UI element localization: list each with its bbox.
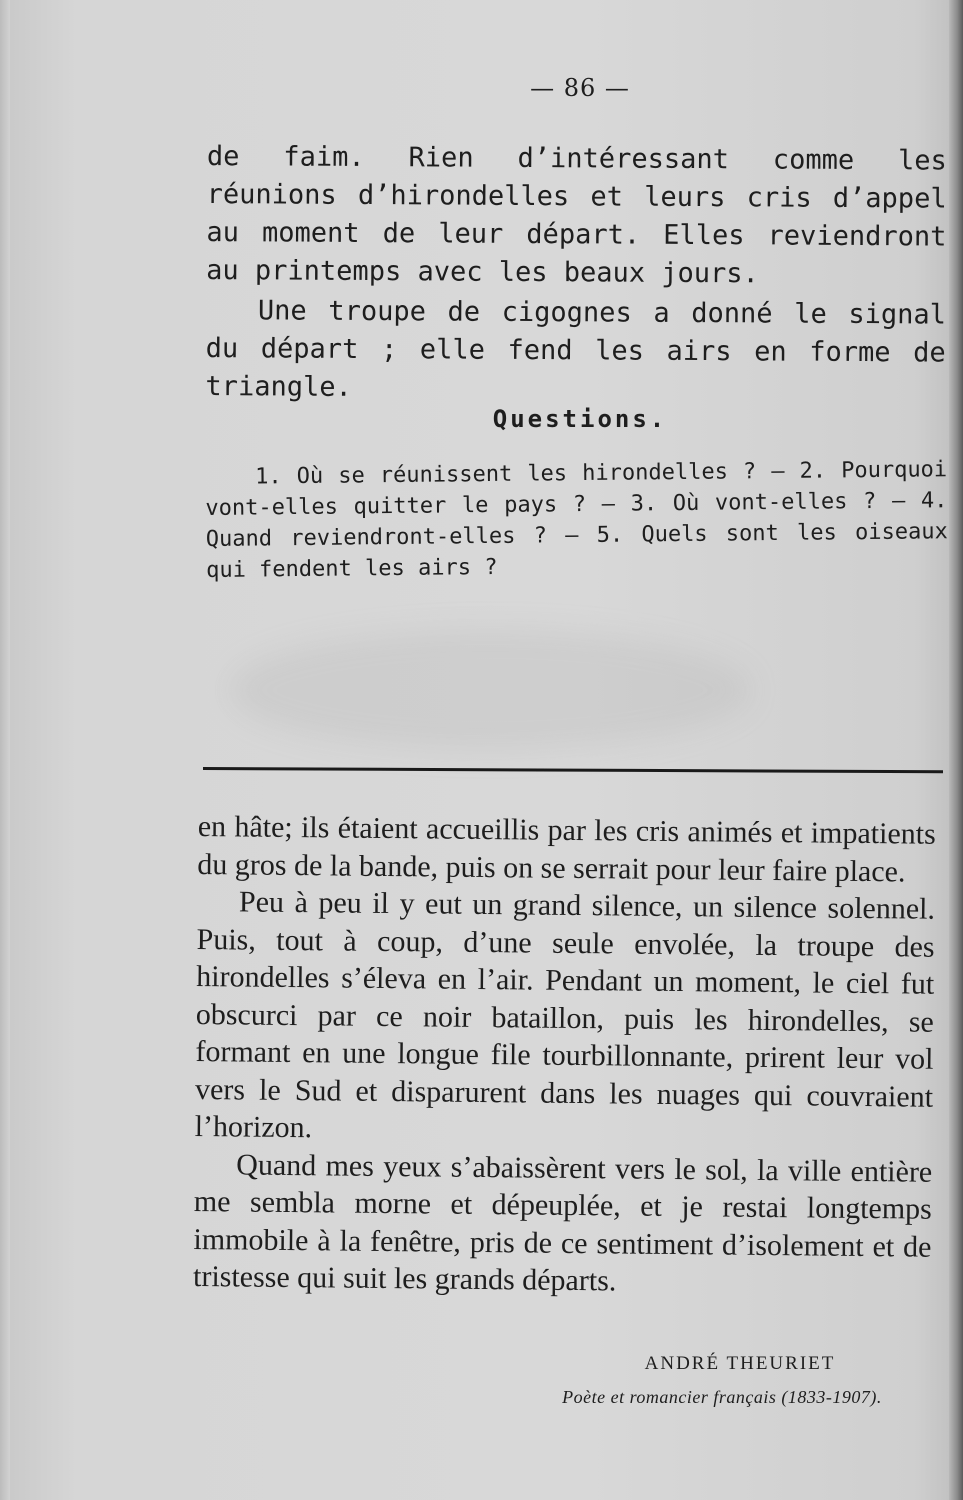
upper-paragraph: de faim. Rien d’intéressant comme les réunions d’hirondelles et leurs cris d’appel au moment de leur départ. Elles reviendront au printemps avec les beaux jours. <box>206 140 947 290</box>
lower-paragraph: Peu à peu il y eut un grand silence, un silence solennel. Puis, tout à coup, d’une seule envolée, la troupe des hirondelles s’éleva en l’air. Pendant un moment, le ciel fut obscurci par ce noir bataillon, puis les hirondelles, se formant en une longue file tourbillonnante, prirent leur vol vers le Sud et disparurent dans les nuages qui couvraient l’horizon. <box>194 885 936 1145</box>
section-divider <box>203 767 943 773</box>
page-binding-edge <box>949 0 963 1500</box>
author-name: ANDRÉ THEURIET <box>644 1353 836 1374</box>
lower-paragraph: en hâte; ils étaient accueillis par les cris animés et impatients du gros de la bande, puis on se serrait pour leur faire place. <box>197 809 936 888</box>
questions-heading: Questions. <box>492 405 668 433</box>
upper-text-block <box>205 138 947 411</box>
lower-paragraph: Quand mes yeux s’abaissèrent vers le sol, la ville entière me sembla morne et dépeuplée, et je restai longtemps immobile à la fenêtre, pris de ce sentiment d’isolement et de tristesse qui suit les grands départs. <box>192 1147 933 1298</box>
page-left-edge <box>0 0 10 1500</box>
questions-text: 1. Où se réunissent les hirondelles ? — 2. Pourquoi vont-elles quitter le pays ? — 3. Où vont-elles ? — 4. Quand reviendront-elles ? — 5. Quels sont les oiseaux qui fendent les airs ? <box>205 457 948 583</box>
upper-paragraph: Une troupe de cigognes a donné le signal du départ ; elle fend les airs en forme de triangle. <box>205 295 947 403</box>
lower-text-block <box>193 808 936 1303</box>
author-description: Poète et romancier français (1833-1907). <box>562 1387 882 1407</box>
paper-stain <box>230 630 750 750</box>
page-number: — 86 — <box>530 74 630 102</box>
